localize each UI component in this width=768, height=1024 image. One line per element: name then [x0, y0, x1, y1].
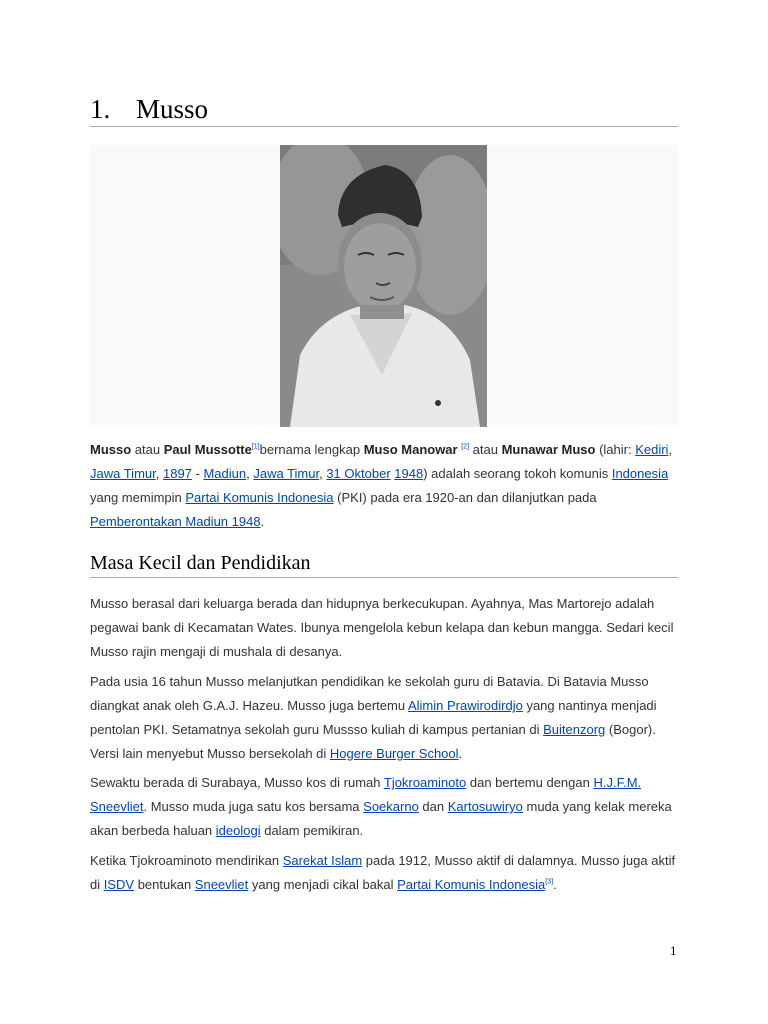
text: , [319, 466, 327, 481]
link-indonesia[interactable]: Indonesia [611, 466, 669, 481]
text: dan bertemu dengan [466, 775, 594, 790]
text: muda yang kelak mereka akan berbeda haluan [90, 799, 672, 838]
link-pemberontakan-madiun[interactable]: Pemberontakan Madiun 1948 [90, 514, 261, 529]
text: pada 1912, Musso aktif di dalamnya. Musso juga aktif di [90, 853, 676, 892]
page-title [90, 92, 678, 127]
link-1948[interactable]: 1948 [394, 466, 424, 481]
link-sarekat-islam[interactable]: Sarekat Islam [282, 853, 363, 868]
link-sneevliet[interactable]: H.J.F.M. Sneevliet [90, 775, 642, 814]
text: . [553, 877, 557, 892]
link-jawa-timur[interactable]: Jawa Timur [90, 466, 156, 481]
link-hogere-burger-school[interactable]: Hogere Burger School [329, 746, 459, 761]
text: atau [469, 442, 502, 457]
text: yang nantinya menjadi pentolan PKI. Setamatnya sekolah guru Mussso kuliah di kampus pertanian di [90, 698, 657, 737]
heading-number: 1. [90, 94, 111, 124]
link-kartosuwiryo[interactable]: Kartosuwiryo [447, 799, 523, 814]
text: (lahir: [595, 442, 636, 457]
paragraph [90, 849, 678, 897]
text: bernama lengkap [259, 442, 364, 457]
text: yang menjadi cikal bakal [248, 877, 398, 892]
link-madiun[interactable]: Madiun [203, 466, 247, 481]
text: (Bogor). Versi lain menyebut Musso bersekolah di [90, 722, 656, 761]
text: (PKI) pada era 1920-an dan dilanjutkan pada [333, 490, 597, 505]
reference-link[interactable]: [3] [545, 878, 554, 886]
link-jawa-timur[interactable]: Jawa Timur [253, 466, 320, 481]
heading-text: Musso [136, 94, 209, 124]
reference-link[interactable]: [2] [461, 443, 470, 451]
portrait-figure [90, 145, 678, 427]
link-pki[interactable]: Partai Komunis Indonesia [397, 877, 546, 892]
text: . [260, 514, 265, 529]
text: ) adalah seorang tokoh komunis [423, 466, 612, 481]
paragraph: Musso berasal dari keluarga berada dan hidupnya berkecukupan. Ayahnya, Mas Martorejo adalah pegawai bank di Kecamatan Wates. Ibunya mengelola kebun kelapa dan kebun mangga. Sedari kecil Musso rajin mengaji di mushala di desanya. [90, 596, 674, 659]
bold-name: Munawar Muso [501, 442, 596, 457]
text: , [246, 466, 254, 481]
bold-name: Muso Manowar [363, 442, 458, 457]
text: bentukan [134, 877, 195, 892]
link-tjokroaminoto[interactable]: Tjokroaminoto [383, 775, 467, 790]
text: Pada usia 16 tahun Musso melanjutkan pendidikan ke sekolah guru di Batavia. Di Batavia Musso diangkat anak oleh G.A.J. Hazeu. Musso juga bertemu [90, 674, 649, 713]
link-soekarno[interactable]: Soekarno [363, 799, 419, 814]
link-31-oktober[interactable]: 31 Oktober [326, 466, 391, 481]
bold-name: Paul Mussotte [163, 442, 252, 457]
portrait-photo [280, 145, 487, 427]
reference-link[interactable]: [1] [251, 443, 260, 451]
link-isdv[interactable]: ISDV [103, 877, 135, 892]
link-kediri[interactable]: Kediri [635, 442, 669, 457]
paragraph [90, 771, 678, 843]
text: dan [418, 799, 448, 814]
text: dalam pemikiran. [260, 823, 364, 838]
text: Ketika Tjokroaminoto mendirikan [90, 853, 283, 868]
link-buitenzorg[interactable]: Buitenzorg [543, 722, 606, 737]
link-alimin[interactable]: Alimin Prawirodirdjo [407, 698, 523, 713]
text: , [155, 466, 163, 481]
section-heading: Masa Kecil dan Pendidikan [90, 550, 678, 578]
paragraph [90, 670, 678, 766]
text: atau [131, 442, 164, 457]
text: - [191, 466, 204, 481]
page-number: 1 [670, 943, 677, 958]
link-pki[interactable]: Partai Komunis Indonesia [185, 490, 334, 505]
text: . Musso muda juga satu kos bersama [143, 799, 364, 814]
bold-name: Musso [90, 442, 132, 457]
text: Sewaktu berada di Surabaya, Musso kos di rumah [90, 775, 384, 790]
link-1897[interactable]: 1897 [162, 466, 192, 481]
text: . [458, 746, 463, 761]
text: yang memimpin [90, 490, 186, 505]
link-sneevliet[interactable]: Sneevliet [194, 877, 249, 892]
intro-paragraph [90, 438, 678, 534]
link-ideologi[interactable]: ideologi [215, 823, 261, 838]
text: , [668, 442, 673, 457]
